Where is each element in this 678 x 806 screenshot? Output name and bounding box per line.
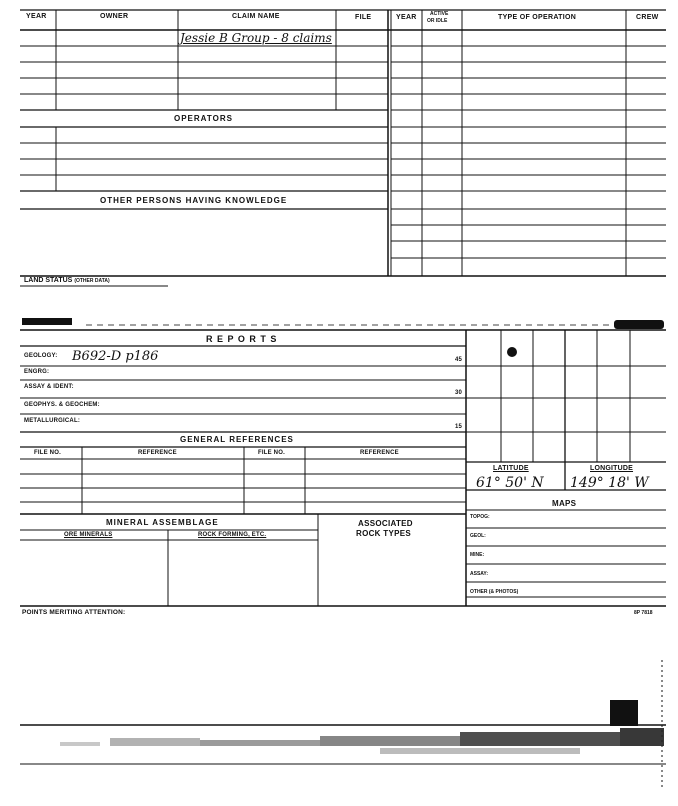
claim-entry-handwritten: Jessie B Group - 8 claims [180,31,332,45]
reports-heading: R E P O R T S [206,334,278,344]
ref-file-no-2: FILE NO. [258,450,285,456]
latitude-value: 61° 50' N [476,475,544,491]
latitude-label: LATITUDE [493,465,529,472]
maps-other: OTHER (& PHOTOS) [470,589,519,595]
metallurgical-num: 15 [455,424,463,430]
maps-geol: GEOL: [470,533,486,539]
operators-heading: OPERATORS [174,114,233,123]
owner-header: OWNER [100,13,129,20]
type-of-operation-header: TYPE OF OPERATION [498,14,577,21]
year-header-right: YEAR [396,14,417,21]
active-header-line1: ACTIVE [430,11,449,17]
geology-value: B692-D p186 [72,349,159,364]
claim-name-header: CLAIM NAME [232,13,280,20]
year-header: YEAR [26,13,47,20]
longitude-value: 149° 18' W [570,475,649,491]
land-status-label [24,277,110,284]
longitude-label: LONGITUDE [590,465,634,472]
maps-mine: MINE: [470,552,485,558]
geophys-label: GEOPHYS. & GEOCHEM: [24,402,100,408]
ref-file-no-1: FILE NO. [34,450,61,456]
maps-heading: MAPS [552,499,577,508]
assay-num: 30 [455,390,463,396]
assay-ident-label: ASSAY & IDENT: [24,384,74,390]
file-header: FILE [355,14,372,21]
land-status-text: LAND STATUS [24,277,73,284]
maps-topog: TOPOG: [470,514,490,520]
metallurgical-label: METALLURGICAL: [24,418,81,424]
associated-label-line1: ASSOCIATED [358,519,413,528]
engrg-label: ENGRG: [24,369,50,375]
land-status-note: (OTHER DATA) [74,278,110,284]
geology-label: GEOLOGY: [24,353,58,359]
mineral-assemblage-heading: MINERAL ASSEMBLAGE [106,518,219,527]
rock-forming-label: ROCK FORMING, ETC. [198,532,267,538]
points-meriting-attention: POINTS MERITING ATTENTION: [22,609,126,616]
geology-num: 45 [455,357,463,363]
other-persons-heading: OTHER PERSONS HAVING KNOWLEDGE [100,196,288,205]
ore-minerals-label: ORE MINERALS [64,532,113,538]
crew-header: CREW [636,14,659,21]
ref-reference-2: REFERENCE [360,450,399,456]
maps-assay: ASSAY: [470,571,489,577]
active-header-line2: OR IDLE [427,18,448,24]
form-number: 8P 7818 [634,610,653,616]
ref-reference-1: REFERENCE [138,450,177,456]
general-references-heading: GENERAL REFERENCES [180,435,294,444]
associated-label-line2: ROCK TYPES [356,529,412,538]
